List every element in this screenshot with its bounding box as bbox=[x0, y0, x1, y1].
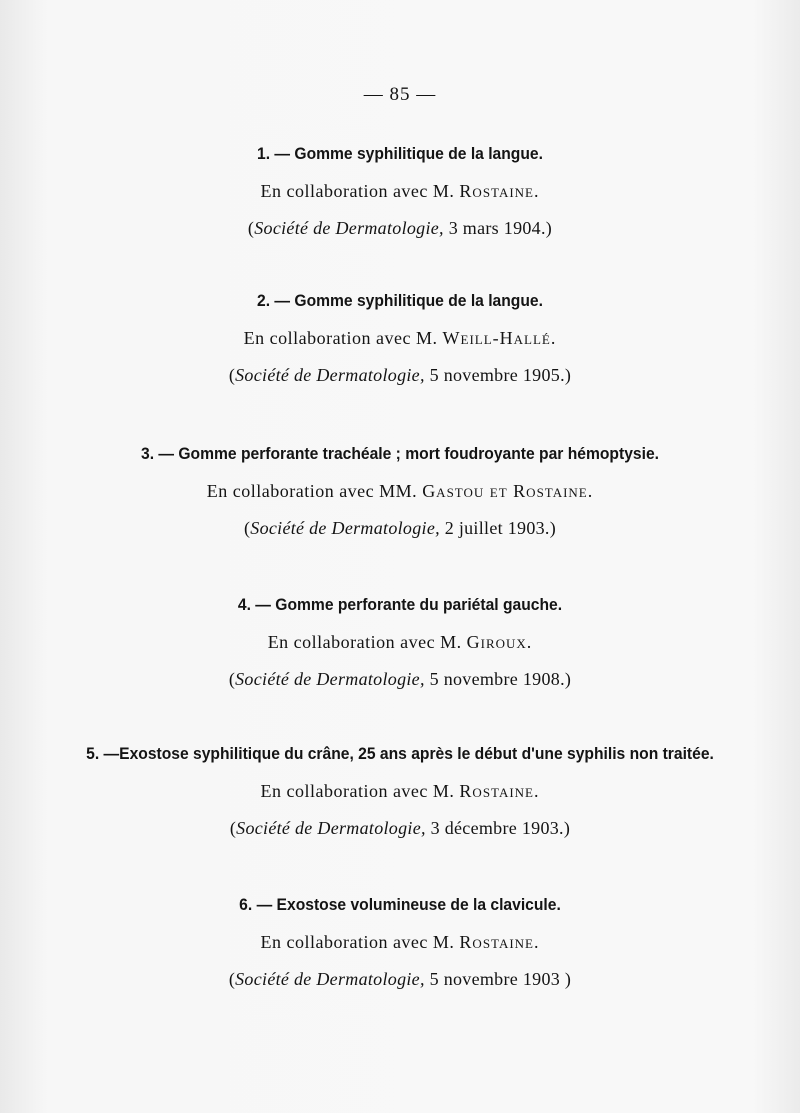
reference-journal: Société de Dermatologie, bbox=[235, 969, 425, 989]
reference-date: 2 juillet 1903.) bbox=[444, 518, 557, 538]
bibliography-entry bbox=[0, 443, 800, 539]
entry-title: 6. — Exostose volumineuse de la clavicule. bbox=[239, 895, 561, 914]
entry-title: 3. — Gomme perforante trachéale ; mort foudroyante par hémoptysie. bbox=[141, 444, 659, 463]
entry-title: 2. — Gomme syphilitique de la langue. bbox=[257, 291, 543, 310]
collaborator-names: Rostaine. bbox=[459, 932, 540, 952]
entry-collaboration bbox=[0, 327, 800, 349]
collaboration-prefix: En collaboration avec M. bbox=[260, 932, 455, 952]
entry-reference bbox=[0, 217, 800, 239]
collaborator-names: Rostaine. bbox=[459, 181, 540, 201]
entry-collaboration bbox=[0, 631, 800, 653]
collaboration-prefix: En collaboration avec M. bbox=[267, 632, 462, 652]
collaboration-prefix: En collaboration avec MM. bbox=[206, 481, 418, 501]
reference-journal: Société de Dermatologie, bbox=[250, 518, 440, 538]
reference-open-paren: ( bbox=[228, 365, 236, 385]
entry-collaboration bbox=[0, 180, 800, 202]
reference-date: 3 décembre 1903.) bbox=[430, 818, 571, 838]
reference-date: 5 novembre 1903 ) bbox=[429, 969, 572, 989]
bibliography-entry bbox=[0, 743, 800, 839]
entry-collaboration bbox=[0, 780, 800, 802]
reference-journal: Société de Dermatologie, bbox=[235, 365, 425, 385]
entry-reference bbox=[0, 817, 800, 839]
collaboration-prefix: En collaboration avec M. bbox=[260, 781, 455, 801]
entry-reference bbox=[0, 517, 800, 539]
entry-title: 4. — Gomme perforante du pariétal gauche. bbox=[237, 595, 563, 614]
entry-title: 5. —Exostose syphilitique du crâne, 25 ans après le début d'une syphilis non traitée. bbox=[86, 744, 714, 763]
collaboration-prefix: En collaboration avec M. bbox=[260, 181, 455, 201]
collaborator-names: Giroux. bbox=[466, 632, 533, 652]
reference-journal: Société de Dermatologie, bbox=[254, 218, 444, 238]
reference-open-paren: ( bbox=[247, 218, 255, 238]
reference-open-paren: ( bbox=[228, 969, 236, 989]
entry-reference bbox=[0, 364, 800, 386]
reference-date: 5 novembre 1905.) bbox=[429, 365, 572, 385]
bibliography-entry bbox=[0, 143, 800, 239]
collaborator-names: Gastou et Rostaine. bbox=[422, 481, 594, 501]
reference-date: 3 mars 1904.) bbox=[448, 218, 553, 238]
entry-reference bbox=[0, 668, 800, 690]
entry-reference bbox=[0, 968, 800, 990]
reference-journal: Société de Dermatologie, bbox=[236, 818, 426, 838]
bibliography-entry bbox=[0, 894, 800, 990]
reference-date: 5 novembre 1908.) bbox=[429, 669, 572, 689]
entry-collaboration bbox=[0, 931, 800, 953]
reference-open-paren: ( bbox=[229, 818, 237, 838]
entry-collaboration bbox=[0, 480, 800, 502]
collaborator-names: Weill-Hallé. bbox=[442, 328, 557, 348]
reference-open-paren: ( bbox=[228, 669, 236, 689]
bibliography-entry bbox=[0, 594, 800, 690]
page-number: — 85 — bbox=[363, 84, 437, 105]
reference-journal: Société de Dermatologie, bbox=[235, 669, 425, 689]
reference-open-paren: ( bbox=[243, 518, 251, 538]
collaboration-prefix: En collaboration avec M. bbox=[243, 328, 438, 348]
collaborator-names: Rostaine. bbox=[459, 781, 540, 801]
entry-title: 1. — Gomme syphilitique de la langue. bbox=[257, 144, 543, 163]
bibliography-entry bbox=[0, 290, 800, 386]
